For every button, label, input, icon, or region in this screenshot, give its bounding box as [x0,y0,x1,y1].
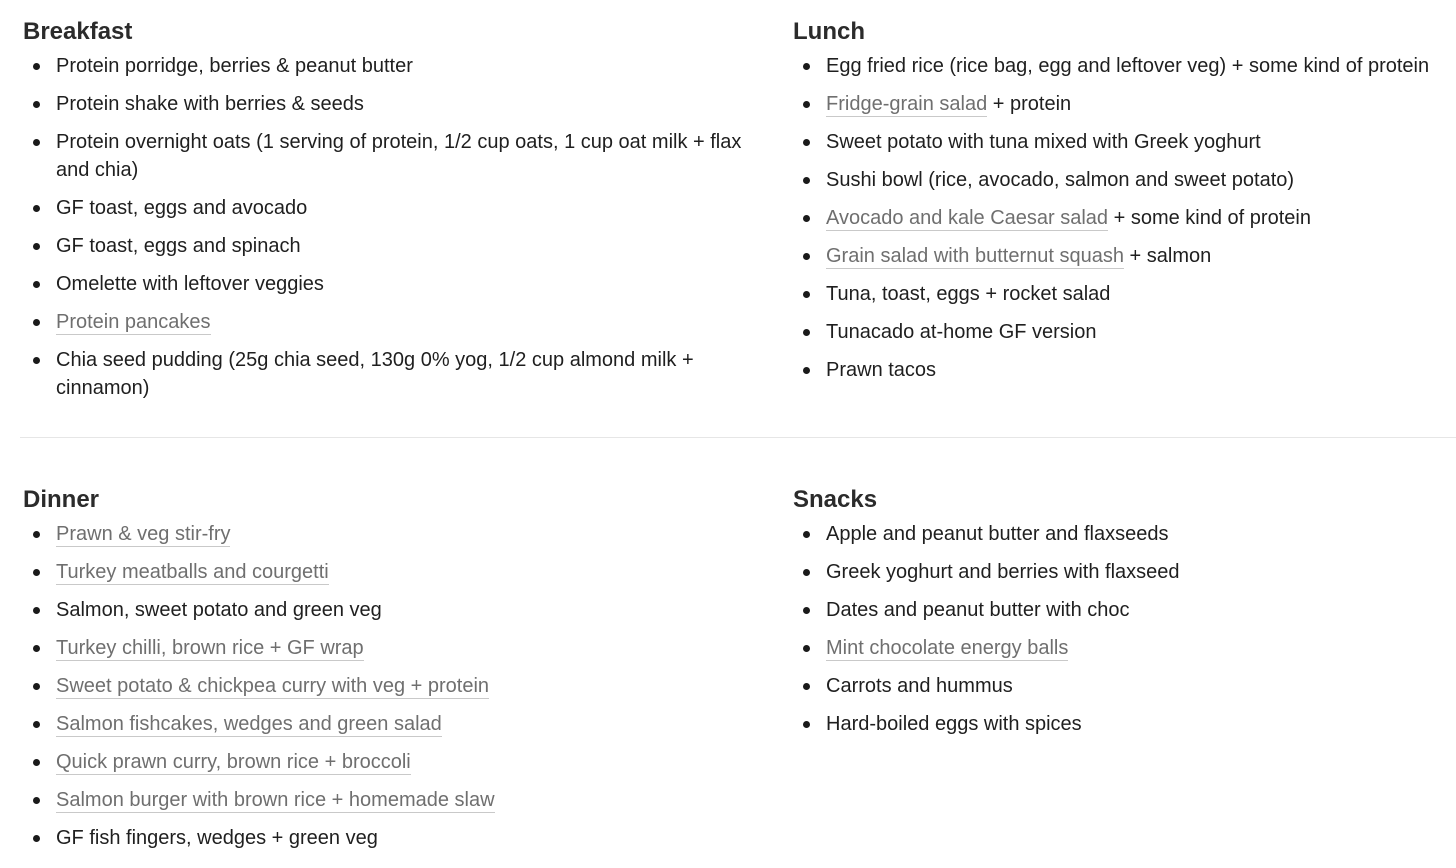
item-text: Dates and peanut butter with choc [826,599,1130,621]
snacks-list-item[interactable] [792,634,1452,662]
bullet-icon [33,721,40,728]
item-text: Protein overnight oats (1 serving of protein, 1/2 cup oats, 1 cup oat milk + flax and chia) [56,131,742,181]
dinner-list-item[interactable] [22,710,742,738]
bullet-icon [33,101,40,108]
bullet-icon [33,531,40,538]
item-text: Tunacado at-home GF version [826,321,1097,343]
lunch-list-item [792,52,1452,80]
bullet-icon [803,253,810,260]
bullet-icon [803,63,810,70]
bullet-icon [33,569,40,576]
dinner-list-item [22,824,742,852]
recipe-link[interactable]: Grain salad with butternut squash [826,245,1124,267]
lunch-list-item [792,280,1452,308]
item-text: GF toast, eggs and spinach [56,235,301,257]
snacks-list-item [792,520,1452,548]
lunch-heading: Lunch [793,18,865,45]
bullet-icon [33,797,40,804]
item-suffix: + salmon [1123,245,1212,267]
recipe-link[interactable]: Quick prawn curry, brown rice + broccoli [56,751,411,773]
item-text: Omelette with leftover veggies [56,273,324,295]
item-suffix: + protein [987,93,1072,115]
recipe-link[interactable]: Salmon fishcakes, wedges and green salad [56,713,442,735]
recipe-link[interactable]: Fridge-grain salad [826,93,988,115]
item-text: GF toast, eggs and avocado [56,197,308,219]
recipe-link[interactable]: Turkey chilli, brown rice + GF wrap [56,637,364,659]
lunch-list-item [792,128,1452,156]
bullet-icon [803,177,810,184]
item-text: Sushi bowl (rice, avocado, salmon and sweet potato) [826,169,1295,191]
bullet-icon [33,319,40,326]
lunch-list-item[interactable] [792,242,1452,270]
recipe-link[interactable]: Salmon burger with brown rice + homemade slaw [56,789,495,811]
recipe-link[interactable]: Sweet potato & chickpea curry with veg + protein [56,675,490,697]
bullet-icon [33,683,40,690]
bullet-icon [33,281,40,288]
dinner-list-item[interactable] [22,558,742,586]
bullet-icon [803,607,810,614]
bullet-icon [33,63,40,70]
recipe-link[interactable]: Mint chocolate energy balls [826,637,1069,659]
bullet-icon [33,759,40,766]
bullet-icon [803,531,810,538]
bullet-icon [803,367,810,374]
item-text: Protein porridge, berries & peanut butter [56,55,413,77]
bullet-icon [803,721,810,728]
bullet-icon [33,205,40,212]
lunch-list-item [792,318,1452,346]
lunch-list-item [792,356,1452,384]
snacks-list-item [792,558,1452,586]
dinner-list-item[interactable] [22,672,742,700]
dinner-list-item[interactable] [22,786,742,814]
item-text: Sweet potato with tuna mixed with Greek yoghurt [826,131,1261,153]
bullet-icon [803,569,810,576]
lunch-list-item[interactable] [792,90,1452,118]
breakfast-list-item [22,232,742,260]
bullet-icon [803,291,810,298]
recipe-link[interactable]: Protein pancakes [56,311,211,333]
bullet-icon [33,243,40,250]
dinner-heading: Dinner [23,486,100,513]
breakfast-list-item [22,128,742,184]
item-text: Tuna, toast, eggs + rocket salad [826,283,1111,305]
bullet-icon [803,683,810,690]
breakfast-list-item [22,270,742,298]
breakfast-list-item[interactable] [22,308,742,336]
snacks-heading: Snacks [793,486,878,513]
bullet-icon [803,139,810,146]
snacks-list-item [792,596,1452,624]
lunch-list-item [792,166,1452,194]
section-divider [20,437,1456,438]
breakfast-list-item [22,90,742,118]
item-text: Salmon, sweet potato and green veg [56,599,382,621]
breakfast-list-item [22,52,742,80]
bullet-icon [803,645,810,652]
dinner-list [22,520,742,852]
item-text: Protein shake with berries & seeds [56,93,364,115]
breakfast-list [22,52,742,402]
lunch-list-item[interactable] [792,204,1452,232]
item-text: Prawn tacos [826,359,937,381]
bullet-icon [33,357,40,364]
recipe-link[interactable]: Prawn & veg stir-fry [56,523,231,545]
item-text: Egg fried rice (rice bag, egg and leftover veg) + some kind of protein [826,55,1430,77]
dinner-list-item[interactable] [22,520,742,548]
item-text: Apple and peanut butter and flaxseeds [826,523,1169,545]
item-text: Carrots and hummus [826,675,1013,697]
recipe-link[interactable]: Turkey meatballs and courgetti [56,561,329,583]
dinner-list-item[interactable] [22,748,742,776]
lunch-list [792,52,1452,384]
item-suffix: + some kind of protein [1108,207,1311,229]
dinner-list-item[interactable] [22,634,742,662]
breakfast-list-item [22,194,742,222]
bullet-icon [33,139,40,146]
item-text: Greek yoghurt and berries with flaxseed [826,561,1180,583]
bullet-icon [33,645,40,652]
snacks-section [792,484,1452,748]
snacks-list [792,520,1452,738]
lunch-section [792,16,1452,394]
recipe-link[interactable]: Avocado and kale Caesar salad [826,207,1109,229]
breakfast-section [22,16,742,412]
bullet-icon [33,835,40,842]
dinner-list-item [22,596,742,624]
dinner-section [22,484,742,862]
breakfast-list-item [22,346,742,402]
item-text: Chia seed pudding (25g chia seed, 130g 0% yog, 1/2 cup almond milk + cinnamon) [56,349,694,399]
snacks-list-item [792,672,1452,700]
bullet-icon [803,215,810,222]
bullet-icon [803,329,810,336]
item-text: GF fish fingers, wedges + green veg [56,827,378,849]
snacks-list-item [792,710,1452,738]
breakfast-heading: Breakfast [23,18,133,45]
item-text: Hard-boiled eggs with spices [826,713,1082,735]
bullet-icon [803,101,810,108]
bullet-icon [33,607,40,614]
